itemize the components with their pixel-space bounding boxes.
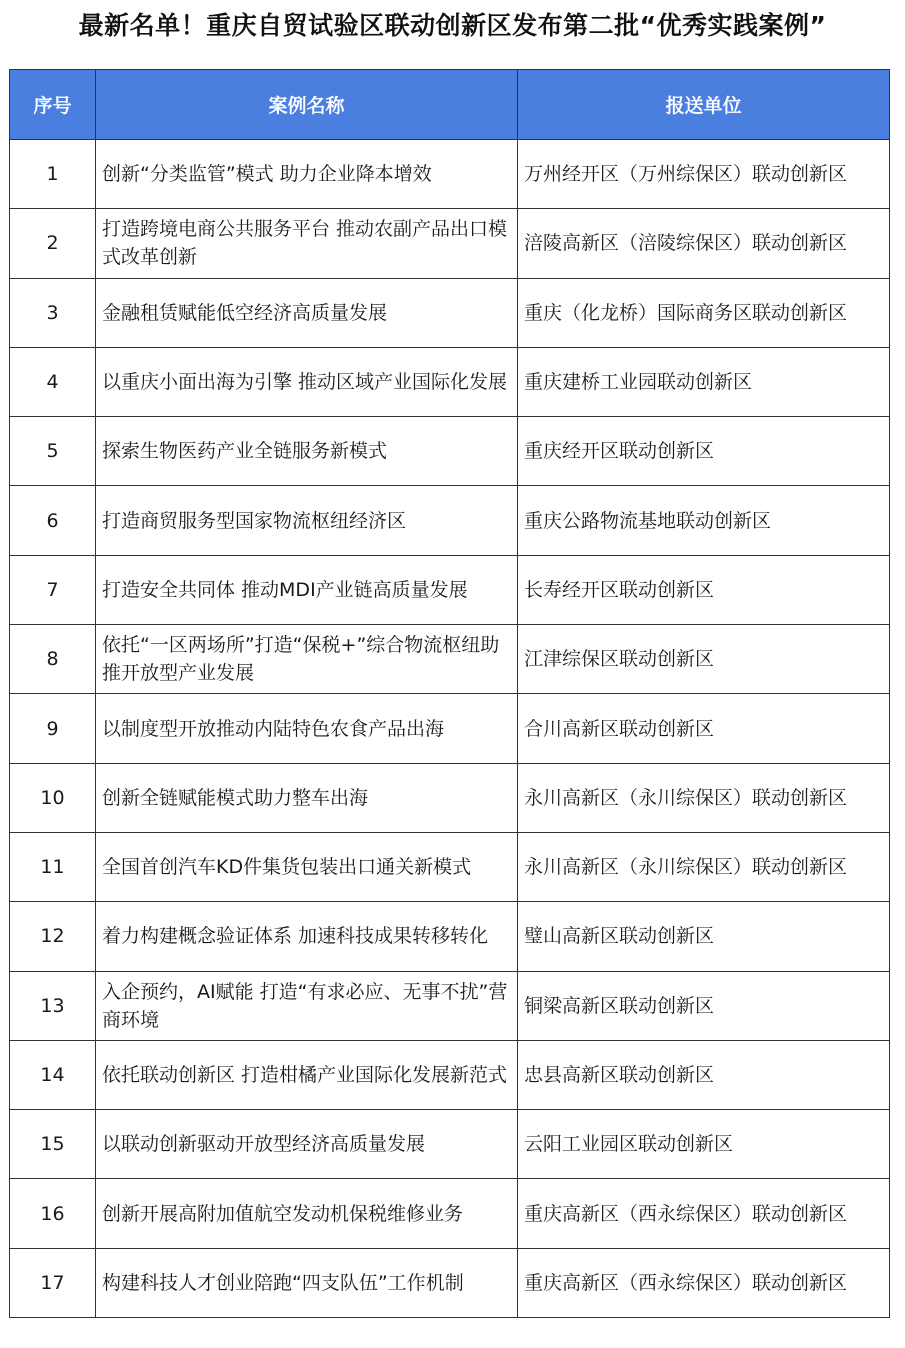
cell-serial-number: 7 [10, 555, 96, 624]
cell-submitting-unit: 合川高新区联动创新区 [518, 694, 890, 763]
cell-submitting-unit: 重庆高新区（西永综保区）联动创新区 [518, 1248, 890, 1317]
table-row [10, 1040, 890, 1109]
cell-serial-number: 6 [10, 486, 96, 555]
cell-serial-number: 15 [10, 1110, 96, 1179]
header-submitting-unit: 报送单位 [518, 70, 890, 140]
cell-case-name: 探索生物医药产业全链服务新模式 [96, 417, 518, 486]
cell-serial-number: 3 [10, 278, 96, 347]
cell-case-name: 着力构建概念验证体系 加速科技成果转移转化 [96, 902, 518, 971]
cell-serial-number: 16 [10, 1179, 96, 1248]
cell-case-name: 打造商贸服务型国家物流枢纽经济区 [96, 486, 518, 555]
cell-submitting-unit: 重庆高新区（西永综保区）联动创新区 [518, 1179, 890, 1248]
cell-serial-number: 14 [10, 1040, 96, 1109]
header-serial-number: 序号 [10, 70, 96, 140]
cell-case-name: 打造跨境电商公共服务平台 推动农副产品出口模式改革创新 [96, 209, 518, 278]
table-row [10, 625, 890, 694]
cell-submitting-unit: 万州经开区（万州综保区）联动创新区 [518, 140, 890, 209]
cell-serial-number: 5 [10, 417, 96, 486]
cell-case-name: 创新“分类监管”模式 助力企业降本增效 [96, 140, 518, 209]
cell-submitting-unit: 重庆建桥工业园联动创新区 [518, 347, 890, 416]
cell-serial-number: 11 [10, 832, 96, 901]
cell-submitting-unit: 云阳工业园区联动创新区 [518, 1110, 890, 1179]
cell-case-name: 以制度型开放推动内陆特色农食产品出海 [96, 694, 518, 763]
cell-serial-number: 2 [10, 209, 96, 278]
table-row [10, 694, 890, 763]
cell-submitting-unit: 重庆公路物流基地联动创新区 [518, 486, 890, 555]
cell-case-name: 构建科技人才创业陪跑“四支队伍”工作机制 [96, 1248, 518, 1317]
table-row [10, 763, 890, 832]
page-title: 最新名单！重庆自贸试验区联动创新区发布第二批“优秀实践案例” [78, 11, 827, 40]
cell-case-name: 金融租赁赋能低空经济高质量发展 [96, 278, 518, 347]
table-row [10, 832, 890, 901]
cell-case-name: 依托“一区两场所”打造“保税+”综合物流枢纽助推开放型产业发展 [96, 625, 518, 694]
table-row [10, 417, 890, 486]
table-row [10, 555, 890, 624]
cell-submitting-unit: 忠县高新区联动创新区 [518, 1040, 890, 1109]
cell-case-name: 创新全链赋能模式助力整车出海 [96, 763, 518, 832]
cell-serial-number: 13 [10, 971, 96, 1040]
cell-submitting-unit: 永川高新区（永川综保区）联动创新区 [518, 832, 890, 901]
table-row [10, 209, 890, 278]
cell-submitting-unit: 涪陵高新区（涪陵综保区）联动创新区 [518, 209, 890, 278]
cell-case-name: 以联动创新驱动开放型经济高质量发展 [96, 1110, 518, 1179]
cell-case-name: 打造安全共同体 推动MDI产业链高质量发展 [96, 555, 518, 624]
table-row [10, 1248, 890, 1317]
cell-submitting-unit: 江津综保区联动创新区 [518, 625, 890, 694]
table-row [10, 1110, 890, 1179]
cell-submitting-unit: 铜梁高新区联动创新区 [518, 971, 890, 1040]
table-row [10, 971, 890, 1040]
table-row [10, 1179, 890, 1248]
cell-serial-number: 9 [10, 694, 96, 763]
cell-serial-number: 12 [10, 902, 96, 971]
table-row [10, 347, 890, 416]
table-header-row [10, 70, 890, 140]
cell-submitting-unit: 长寿经开区联动创新区 [518, 555, 890, 624]
cell-submitting-unit: 永川高新区（永川综保区）联动创新区 [518, 763, 890, 832]
case-table [9, 69, 890, 1318]
cell-serial-number: 4 [10, 347, 96, 416]
cell-serial-number: 1 [10, 140, 96, 209]
cell-case-name: 全国首创汽车KD件集货包装出口通关新模式 [96, 832, 518, 901]
cell-serial-number: 8 [10, 625, 96, 694]
cell-submitting-unit: 重庆经开区联动创新区 [518, 417, 890, 486]
table-row [10, 140, 890, 209]
cell-case-name: 以重庆小面出海为引擎 推动区域产业国际化发展 [96, 347, 518, 416]
header-case-name: 案例名称 [96, 70, 518, 140]
table-row [10, 486, 890, 555]
cell-case-name: 创新开展高附加值航空发动机保税维修业务 [96, 1179, 518, 1248]
cell-case-name: 入企预约，AI赋能 打造“有求必应、无事不扰”营商环境 [96, 971, 518, 1040]
table-row [10, 902, 890, 971]
cell-submitting-unit: 璧山高新区联动创新区 [518, 902, 890, 971]
cell-case-name: 依托联动创新区 打造柑橘产业国际化发展新范式 [96, 1040, 518, 1109]
cell-serial-number: 10 [10, 763, 96, 832]
cell-serial-number: 17 [10, 1248, 96, 1317]
table-row [10, 278, 890, 347]
cell-submitting-unit: 重庆（化龙桥）国际商务区联动创新区 [518, 278, 890, 347]
